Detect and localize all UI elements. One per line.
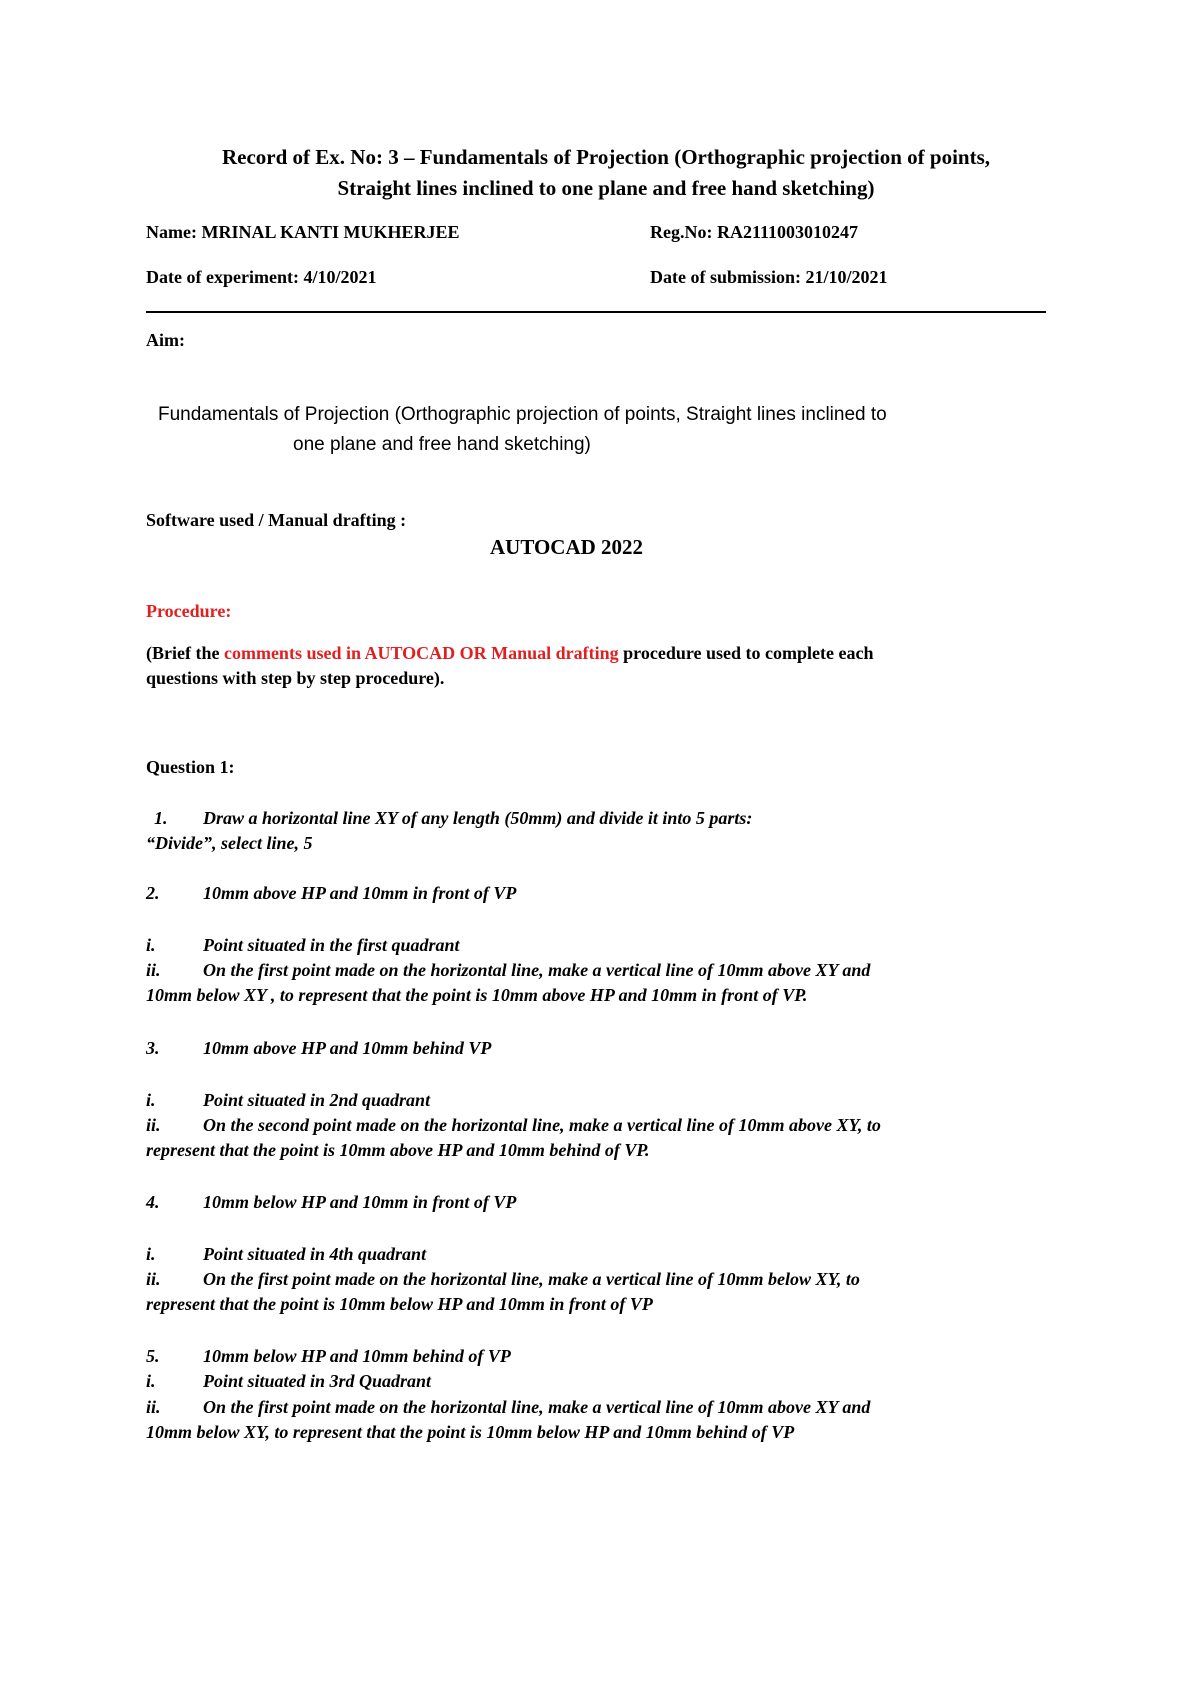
- procedure-brief-part-2: procedure used to complete each: [618, 643, 874, 663]
- aim-text-line-2: one plane and free hand sketching): [293, 434, 591, 455]
- step-2-ii: [146, 960, 870, 981]
- step-3-number: 3.: [146, 1038, 160, 1058]
- step-3-ii-text: On the second point made on the horizontal line, make a vertical line of 10mm above XY, to: [203, 1115, 881, 1135]
- step-1-text: Draw a horizontal line XY of any length (50mm) and divide it into 5 parts:: [203, 808, 753, 828]
- step-1-number: 1.: [154, 808, 168, 828]
- procedure-brief-highlight: comments used in AUTOCAD OR Manual drafting: [223, 643, 619, 663]
- title-line-2: Straight lines inclined to one plane and free hand sketching): [337, 176, 875, 200]
- step-4-ii: [146, 1269, 860, 1290]
- step-4-i: [146, 1244, 426, 1265]
- aim-text-line-1: Fundamentals of Projection (Orthographic projection of points, Straight lines inclined to: [158, 404, 887, 425]
- step-2-i: [146, 935, 460, 956]
- title-line-1: Record of Ex. No: 3 – Fundamentals of Projection (Orthographic projection of points,: [222, 145, 990, 169]
- step-3-i-text: Point situated in 2nd quadrant: [203, 1090, 431, 1110]
- step-2-ii-text: On the first point made on the horizontal line, make a vertical line of 10mm above XY and: [203, 960, 871, 980]
- question-1-heading: Question 1:: [146, 757, 235, 777]
- date-of-experiment: Date of experiment: 4/10/2021: [146, 267, 377, 287]
- step-4: [146, 1192, 516, 1213]
- step-2: [146, 883, 516, 904]
- procedure-brief-line-2: questions with step by step procedure).: [146, 668, 445, 688]
- step-5: [146, 1346, 511, 1367]
- step-1-command: “Divide”, select line, 5: [146, 833, 313, 853]
- date-of-submission: Date of submission: 21/10/2021: [650, 267, 888, 287]
- step-5-text: 10mm below HP and 10mm behind of VP: [203, 1346, 511, 1366]
- registration-number: Reg.No: RA2111003010247: [650, 222, 858, 242]
- step-4-number: 4.: [146, 1192, 160, 1212]
- step-3-ii-number: ii.: [146, 1115, 161, 1135]
- step-3-ii-continued: represent that the point is 10mm above HP and 10mm behind of VP.: [146, 1140, 650, 1160]
- header-divider: [146, 311, 1046, 313]
- step-5-ii-text: On the first point made on the horizontal line, make a vertical line of 10mm above XY and: [203, 1397, 871, 1417]
- step-3-text: 10mm above HP and 10mm behind VP: [203, 1038, 492, 1058]
- step-5-ii-number: ii.: [146, 1397, 161, 1417]
- software-value: AUTOCAD 2022: [490, 535, 644, 559]
- step-2-number: 2.: [146, 883, 160, 903]
- step-3-i-number: i.: [146, 1090, 156, 1110]
- step-2-i-text: Point situated in the first quadrant: [203, 935, 460, 955]
- step-5-i: [146, 1371, 431, 1392]
- step-2-ii-continued: 10mm below XY , to represent that the point is 10mm above HP and 10mm in front of VP.: [146, 985, 808, 1005]
- step-4-ii-number: ii.: [146, 1269, 161, 1289]
- procedure-brief-line-1: [146, 643, 873, 664]
- step-2-i-number: i.: [146, 935, 156, 955]
- step-5-i-number: i.: [146, 1371, 156, 1391]
- software-heading: Software used / Manual drafting :: [146, 510, 407, 530]
- step-5-ii: [146, 1397, 870, 1418]
- step-4-ii-text: On the first point made on the horizontal line, make a vertical line of 10mm below XY, to: [203, 1269, 860, 1289]
- step-5-ii-continued: 10mm below XY, to represent that the point is 10mm below HP and 10mm behind of VP: [146, 1422, 795, 1442]
- step-4-text: 10mm below HP and 10mm in front of VP: [203, 1192, 517, 1212]
- step-3-i: [146, 1090, 430, 1111]
- step-3: [146, 1038, 491, 1059]
- step-5-number: 5.: [146, 1346, 160, 1366]
- step-4-ii-continued: represent that the point is 10mm below HP and 10mm in front of VP: [146, 1294, 653, 1314]
- procedure-brief-part-1: (Brief the: [146, 643, 224, 663]
- step-5-i-text: Point situated in 3rd Quadrant: [203, 1371, 432, 1391]
- procedure-heading: Procedure:: [146, 601, 232, 621]
- aim-heading: Aim:: [146, 330, 185, 350]
- step-1: [154, 808, 752, 829]
- step-4-i-number: i.: [146, 1244, 156, 1264]
- step-3-ii: [146, 1115, 881, 1136]
- step-2-text: 10mm above HP and 10mm in front of VP: [203, 883, 517, 903]
- student-name: Name: MRINAL KANTI MUKHERJEE: [146, 222, 460, 242]
- step-2-ii-number: ii.: [146, 960, 161, 980]
- step-4-i-text: Point situated in 4th quadrant: [203, 1244, 427, 1264]
